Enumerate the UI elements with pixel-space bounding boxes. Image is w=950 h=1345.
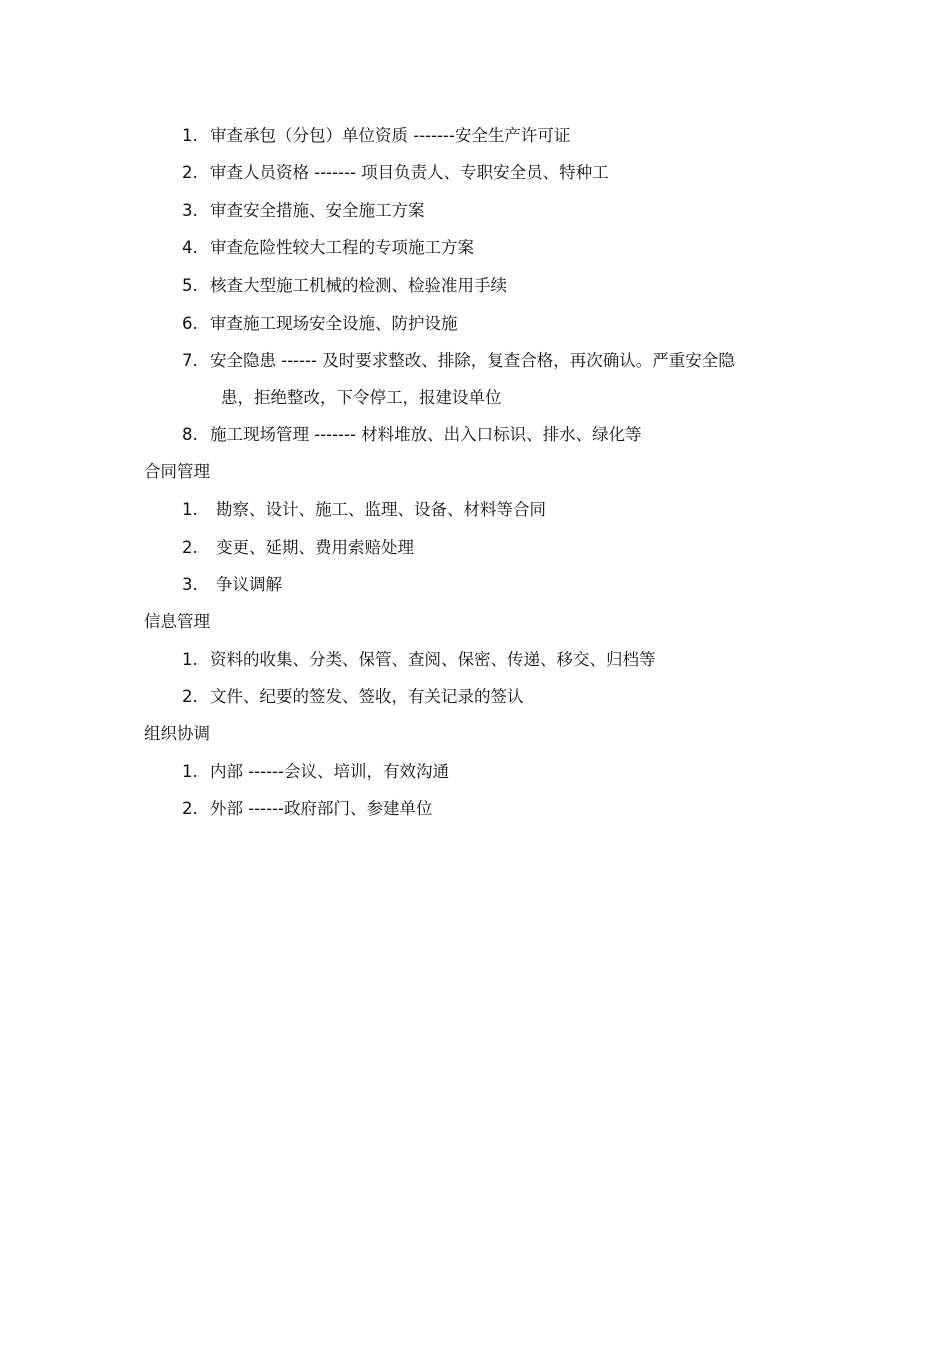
list-item-number: 7. (182, 351, 198, 370)
list-item (182, 761, 449, 783)
list-item (182, 424, 642, 446)
list-item-continuation: 患，拒绝整改，下令停工，报建设单位 (221, 388, 502, 407)
list-item-text: 文件、纪要的签发、签收，有关记录的签认 (210, 687, 524, 706)
list-item (182, 537, 414, 559)
list-item (182, 275, 507, 297)
list-item-number: 5. (182, 276, 198, 295)
list-item (182, 574, 282, 596)
list-item-number: 2. (182, 538, 198, 557)
list-item-number: 4. (182, 238, 198, 257)
list-item-text: 变更、延期、费用索赔处理 (216, 538, 414, 557)
list-item (182, 499, 546, 521)
list-item (182, 237, 474, 259)
list-item (182, 350, 735, 372)
list-item-number: 2. (182, 687, 198, 706)
list-item (182, 798, 432, 820)
list-item-number: 3. (182, 575, 198, 594)
list-item-number: 6. (182, 314, 198, 333)
list-item-number: 2. (182, 163, 198, 182)
list-item-text: 外部 ------政府部门、参建单位 (210, 799, 433, 818)
list-item-number: 1. (182, 650, 198, 669)
list-item-text: 争议调解 (216, 575, 282, 594)
list-item-number: 1. (182, 500, 198, 519)
list-item-text: 审查危险性较大工程的专项施工方案 (210, 238, 474, 257)
list-item-text: 审查承包（分包）单位资质 -------安全生产许可证 (210, 126, 571, 145)
list-item-text: 核查大型施工机械的检测、检验准用手续 (210, 276, 507, 295)
list-item-text: 安全隐患 ------ 及时要求整改、排除，复查合格，再次确认。严重安全隐 (210, 351, 735, 370)
list-item (182, 162, 609, 184)
section-heading: 信息管理 (144, 612, 210, 631)
list-item-text: 审查安全措施、安全施工方案 (210, 201, 425, 220)
list-item-number: 8. (182, 425, 198, 444)
list-item-number: 2. (182, 799, 198, 818)
list-item (182, 313, 458, 335)
list-item (182, 649, 656, 671)
list-item-text: 勘察、设计、施工、监理、设备、材料等合同 (216, 500, 546, 519)
section-heading: 合同管理 (144, 462, 210, 481)
section-heading: 组织协调 (144, 724, 210, 743)
list-item-number: 3. (182, 201, 198, 220)
list-item-number: 1. (182, 126, 198, 145)
list-item-text: 内部 ------会议、培训，有效沟通 (210, 762, 449, 781)
list-item-number: 1. (182, 762, 198, 781)
list-item-text: 审查施工现场安全设施、防护设施 (210, 314, 458, 333)
list-item (182, 125, 570, 147)
list-item-text: 审查人员资格 ------- 项目负责人、专职安全员、特种工 (210, 163, 609, 182)
list-item (182, 200, 425, 222)
list-item (182, 686, 524, 708)
list-item-text: 施工现场管理 ------- 材料堆放、出入口标识、排水、绿化等 (210, 425, 642, 444)
list-item-text: 资料的收集、分类、保管、查阅、保密、传递、移交、归档等 (210, 650, 656, 669)
